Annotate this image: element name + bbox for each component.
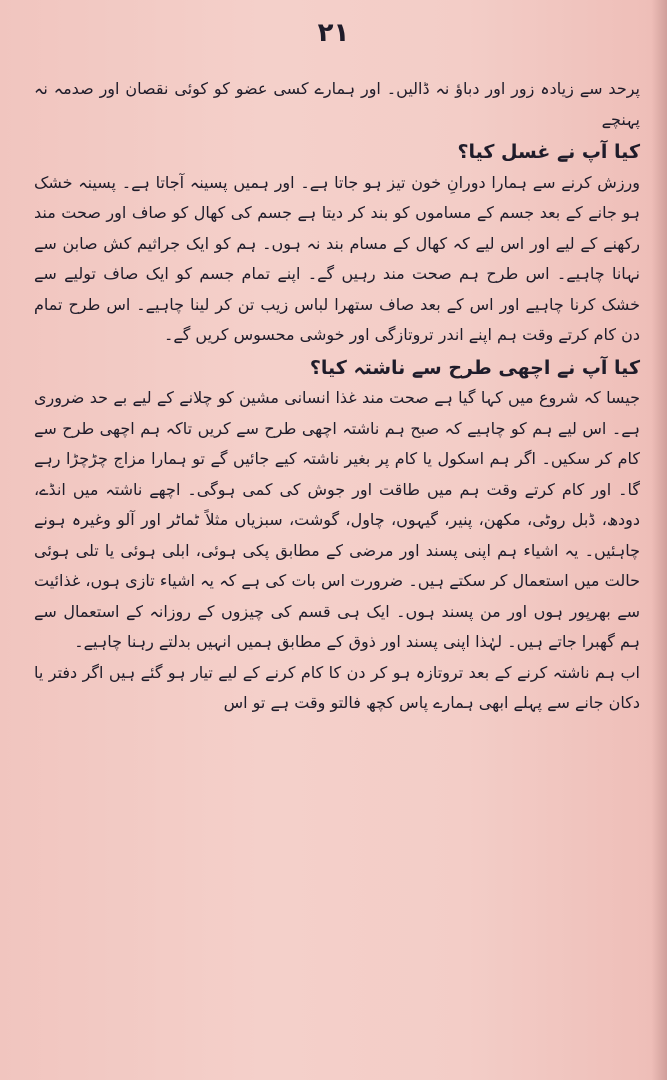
page-edge-shadow: [651, 0, 667, 1080]
paragraph-breakfast: جیسا کہ شروع میں کہا گیا ہے صحت مند غذا انسانی مشین کو چلانے کے لیے بے حد ضروری ہے۔ اس لیے ہم کو چاہیے کہ صبح ہم ناشتہ اچھی طرح سے کریں تاکہ ہم اچھی طرح سے کام کر سکیں۔ اگر ہم اسکول یا کام پر بغیر ناشتہ کیے جائیں گے تو ہمارا مزاج چڑچڑا رہے گا۔ اور کام کرتے وقت ہم میں طاقت اور جوش کی کمی ہوگی۔ اچھے ناشتہ میں انڈے، دودھ، ڈبل روٹی، مکھن، پنیر، گیہوں، چاول، گوشت، سبزیاں مثلاً ٹماٹر اور آلو وغیرہ ہونے چاہئیں۔ یہ اشیاء ہم اپنی پسند اور مرضی کے مطابق پکی ہوئی، ابلی ہوئی یا تلی ہوئی حالت میں استعمال کر سکتے ہیں۔ ضرورت اس بات کی ہے کہ یہ اشیاء تازی ہوں، غذائیت سے بھرپور ہوں اور من پسند ہوں۔ ایک ہی قسم کی چیزوں کے روزانہ کے استعمال سے ہم گھبرا جاتے ہیں۔ لہٰذا اپنی پسند اور ذوق کے مطابق ہمیں انہیں بدلتے رہنا چاہیے۔: [34, 388, 640, 651]
section-heading-breakfast: کیا آپ نے اچھی طرح سے ناشتہ کیا؟: [309, 356, 640, 379]
section-heading-bath: کیا آپ نے غسل کیا؟: [457, 141, 640, 163]
paragraph-after-breakfast: اب ہم ناشتہ کرنے کے بعد تروتازہ ہو کر دن کا کام کرنے کے لیے تیار ہو گئے ہیں اگر دفتر یا دکان جانے سے پہلے ابھی ہمارے پاس کچھ فالتو وقت ہے تو اس: [34, 662, 640, 712]
page-text: [34, 74, 640, 719]
paragraph-intro: پرحد سے زیادہ زور اور دباؤ نہ ڈالیں۔ اور ہمارے کسی عضو کو کوئی نقصان اور صدمہ نہ پہنچے: [34, 79, 640, 129]
paragraph-bath: ورزش کرنے سے ہمارا دورانِ خون تیز ہو جاتا ہے۔ اور ہمیں پسینہ آجاتا ہے۔ پسینہ خشک ہو جانے کے بعد جسم کے مساموں کو بند کر دیتا ہے جسم کی کھال کو صاف اور صحت مند رکھنے کے لیے اور اس لیے کہ کھال کے مسام بند نہ ہوں۔ ہم کو ایک جراثیم کش صابن سے نہانا چاہیے۔ اس طرح ہم صحت مند رہیں گے۔ اپنے تمام جسم کو ایک صاف تولیے سے خشک کرنا چاہیے اور اس کے بعد صاف ستھرا لباس زیب تن کر لینا چاہیے۔ اس طرح تمام دن کام کرتے وقت ہم اپنے اندر تروتازگی اور خوشی محسوس کریں گے۔: [34, 172, 640, 344]
page-number: ٢١: [317, 18, 350, 48]
